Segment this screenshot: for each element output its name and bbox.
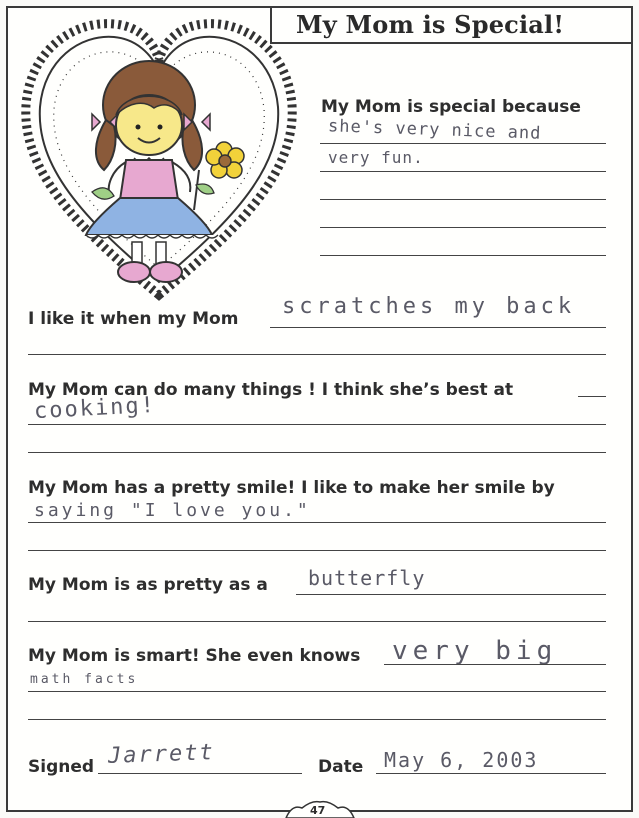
answer-line bbox=[296, 594, 606, 595]
signed-label: Signed bbox=[28, 757, 95, 777]
answer-line bbox=[320, 171, 606, 172]
answer-line bbox=[28, 719, 606, 720]
signature-line bbox=[98, 773, 302, 774]
date-value[interactable]: May 6, 2003 bbox=[384, 748, 539, 772]
answer-smart-line-1[interactable]: very big bbox=[392, 636, 558, 666]
answer-line bbox=[28, 621, 606, 622]
answer-line bbox=[320, 227, 606, 228]
prompt-special: My Mom is special because bbox=[321, 97, 581, 117]
answer-special-line-2[interactable]: very fun. bbox=[328, 148, 424, 167]
prompt-pretty: My Mom is as pretty as a bbox=[28, 575, 268, 595]
answer-line bbox=[320, 255, 606, 256]
answer-line bbox=[28, 354, 606, 355]
answer-line bbox=[384, 664, 606, 665]
date-line bbox=[376, 773, 606, 774]
prompt-best: My Mom can do many things ! I think she’s best at bbox=[28, 380, 514, 400]
answer-line bbox=[270, 327, 606, 328]
answer-special-line-1[interactable]: she's very nice and bbox=[327, 116, 542, 144]
answer-like[interactable]: scratches my back bbox=[282, 294, 576, 319]
answer-line bbox=[28, 522, 606, 523]
answer-smile[interactable]: saying "I love you." bbox=[34, 500, 311, 521]
page-number: 47 bbox=[310, 804, 326, 817]
answer-line bbox=[28, 550, 606, 551]
answer-best[interactable]: cooking! bbox=[33, 392, 157, 425]
page-title: My Mom is Special! bbox=[296, 10, 565, 39]
answer-line bbox=[578, 396, 606, 397]
answer-smart-line-2[interactable]: math facts bbox=[30, 672, 139, 687]
answer-line bbox=[320, 199, 606, 200]
answer-line bbox=[28, 691, 606, 692]
signature[interactable]: Jarrett bbox=[107, 740, 216, 769]
prompt-smart: My Mom is smart! She even knows bbox=[28, 646, 361, 666]
answer-line bbox=[320, 143, 606, 144]
heart-frame-illustration bbox=[14, 10, 304, 310]
answer-line bbox=[28, 424, 606, 425]
date-label: Date bbox=[318, 757, 364, 777]
prompt-smile: My Mom has a pretty smile! I like to make her smile by bbox=[28, 478, 555, 498]
page-number-badge bbox=[282, 800, 358, 818]
answer-pretty[interactable]: butterfly bbox=[308, 566, 426, 590]
prompt-like: I like it when my Mom bbox=[28, 309, 239, 329]
answer-line bbox=[28, 452, 606, 453]
